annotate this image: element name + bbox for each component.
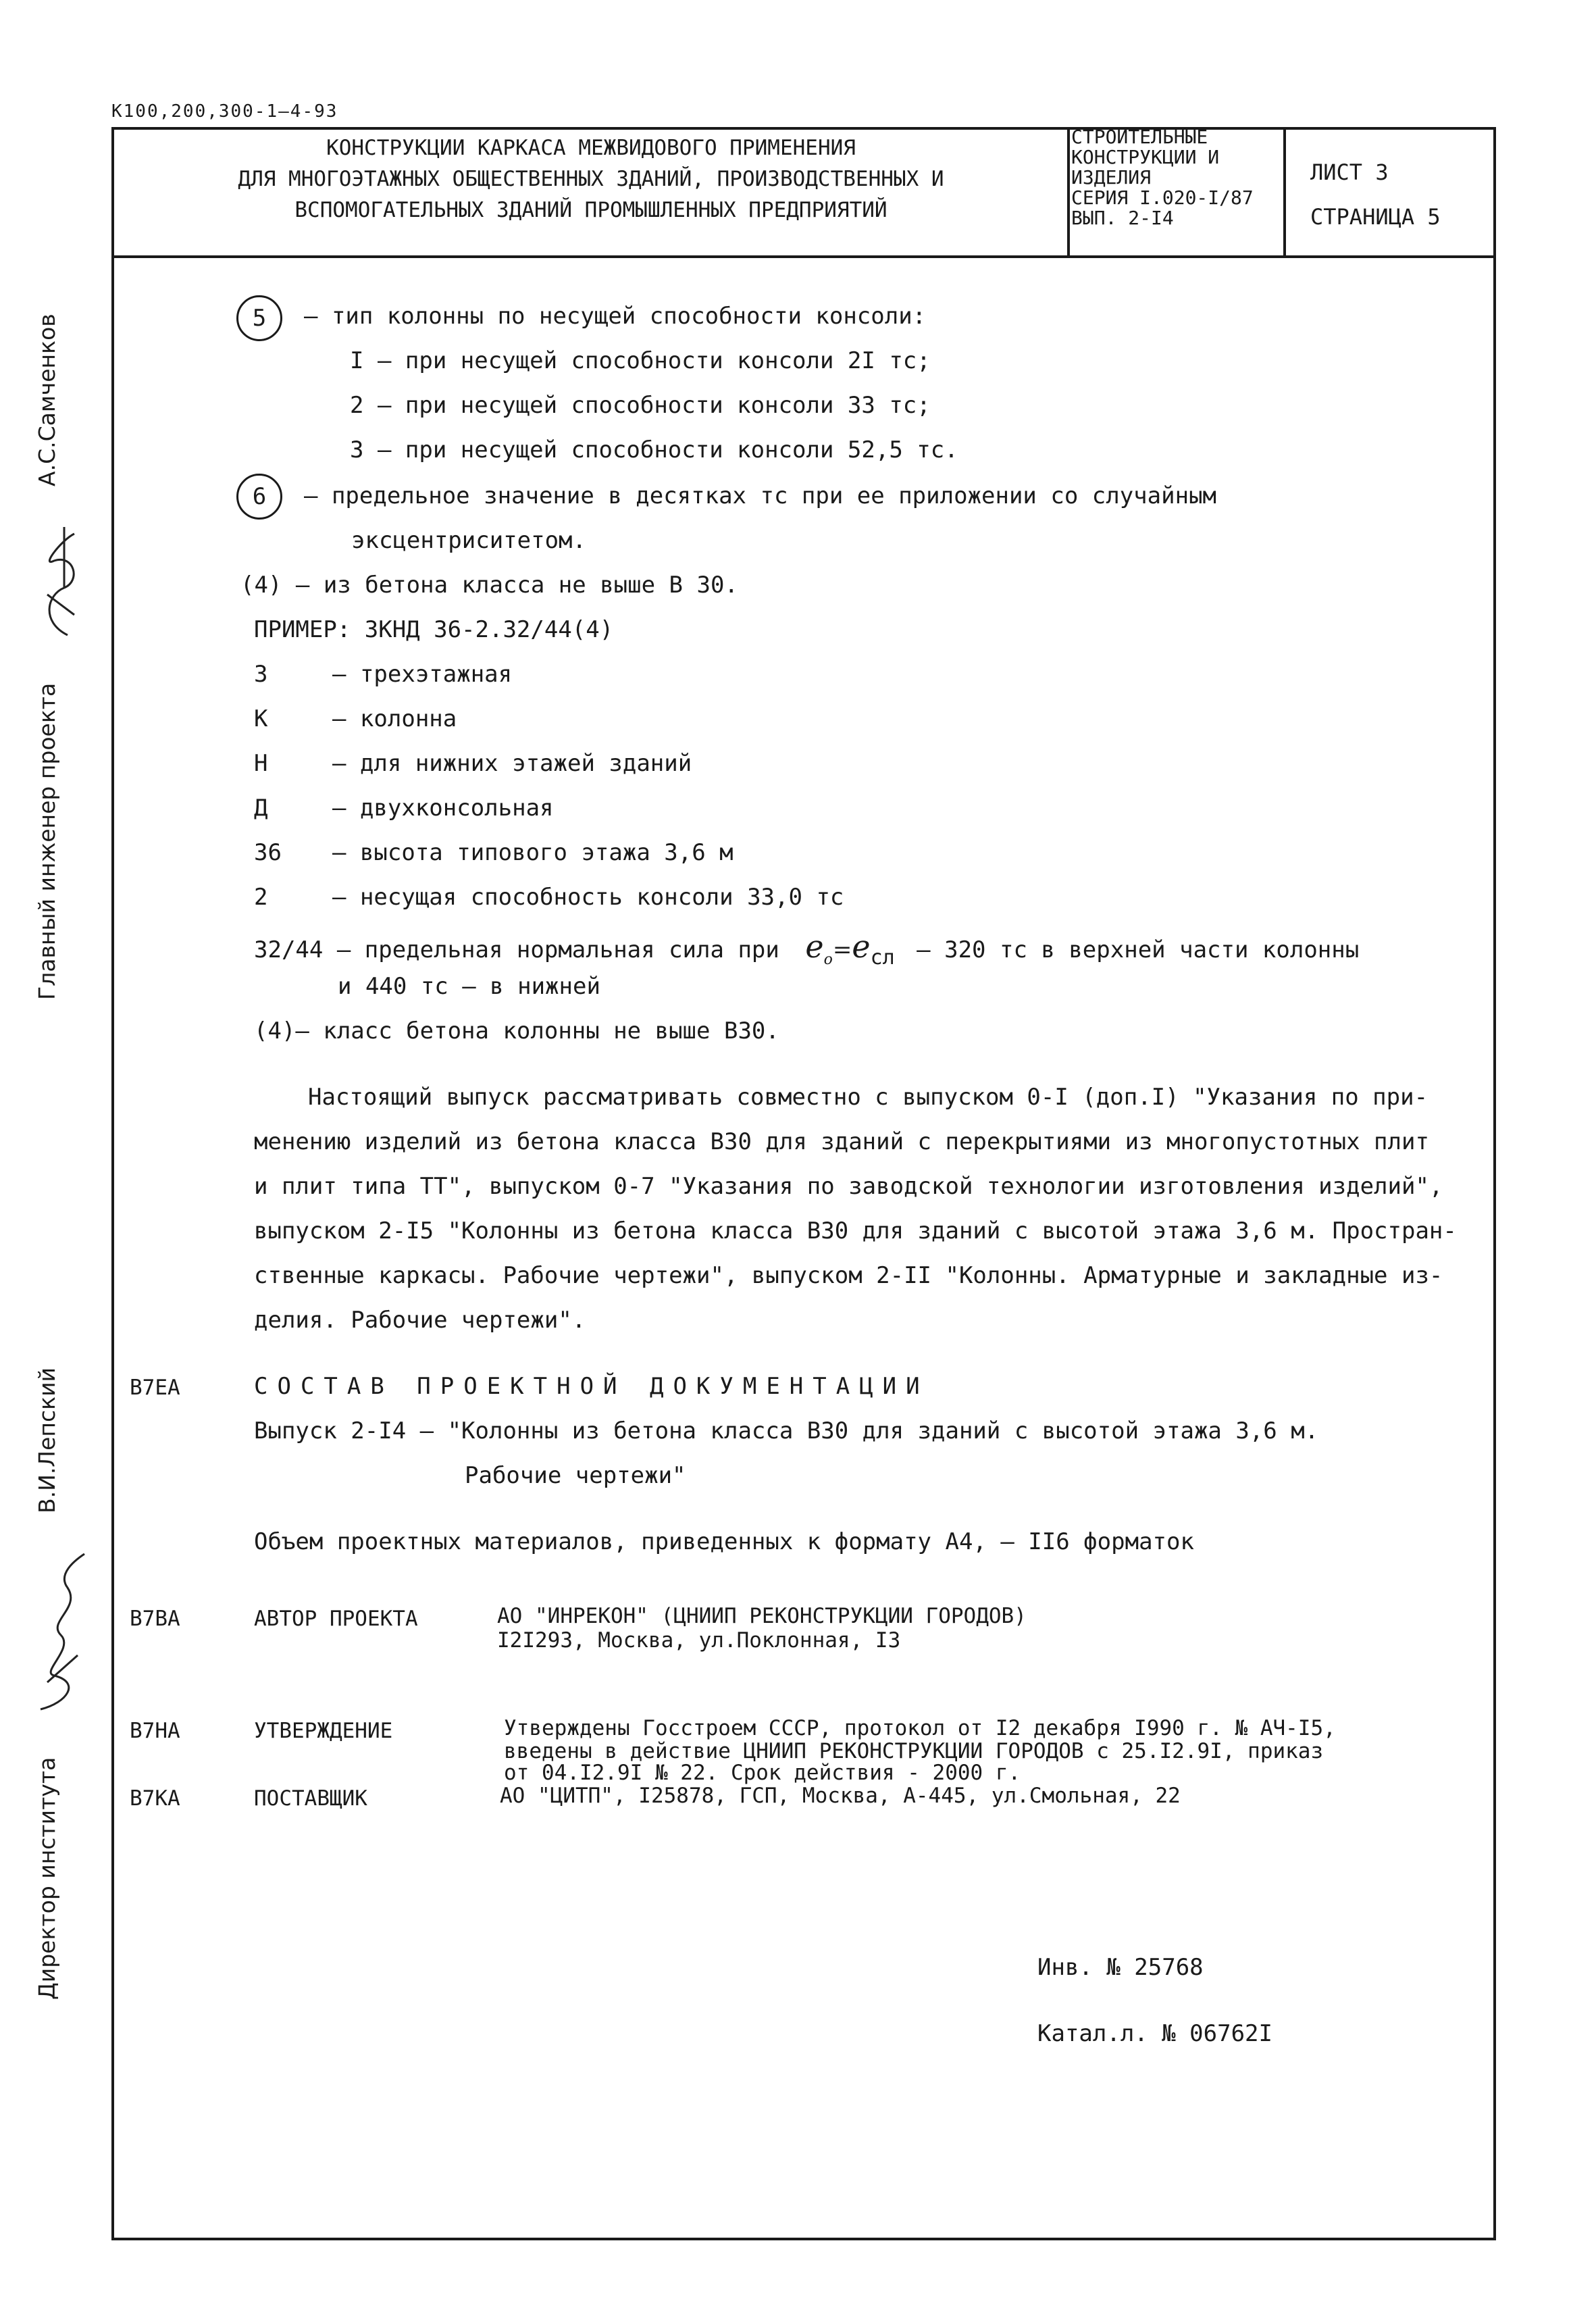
author-line: АО "ИНРЕКОН" (ЦНИИП РЕКОНСТРУКЦИИ ГОРОДОВ)	[497, 1604, 1027, 1628]
header-title-line: КОНСТРУКЦИИ КАРКАСА МЕЖВИДОВОГО ПРИМЕНЕНИЯ	[326, 136, 856, 160]
example-3244-text: 32/44 – предельная нормальная сила при	[254, 936, 779, 963]
header-series	[1071, 127, 1254, 228]
approval-line: Утверждены Госстроем СССР, протокол от I2 декабря I990 г. № АЧ-I5,	[504, 1716, 1336, 1740]
example-row-3244-cont: и 440 тс – в нижней	[338, 973, 600, 1000]
signature-chief-engineer	[27, 513, 88, 642]
example-row	[254, 661, 512, 688]
paragraph-line: менению изделий из бетона класса В30 для зданий с перекрытиями из многопустотных плит	[254, 1128, 1429, 1155]
example-row-3244	[254, 928, 1359, 970]
paragraph-line: делия. Рабочие чертежи".	[254, 1307, 586, 1334]
formula-sub0: o	[823, 951, 833, 969]
example-row	[254, 750, 692, 777]
supplier-label: ПОСТАВЩИК	[254, 1786, 367, 1811]
header-divider-1	[1067, 127, 1070, 257]
example-row	[254, 839, 733, 866]
formula-eq: =	[832, 936, 852, 963]
legend-sub-item: 3 – при несущей способности консоли 52,5 тс.	[350, 436, 958, 463]
example-text: – несущая способность консоли 33,0 тс	[332, 884, 844, 911]
paragraph-line: Настоящий выпуск рассматривать совместно с выпуском 0-I (доп.I) "Указания по при-	[308, 1084, 1428, 1111]
composition-volume: Объем проектных материалов, приведенных к формату А4, – II6 форматок	[254, 1528, 1194, 1555]
formula-e: e	[852, 928, 871, 965]
example-code: 3	[254, 661, 268, 688]
example-text: – высота типового этажа 3,6 м	[332, 839, 733, 866]
series-line: ИЗДЕЛИЯ	[1071, 166, 1152, 188]
composition-line: Рабочие чертежи"	[465, 1462, 686, 1489]
example-code: 2	[254, 884, 268, 911]
example-code: Д	[254, 795, 268, 822]
example-code: 36	[254, 839, 282, 866]
document-code: К100,200,300-1—4-93	[111, 101, 338, 122]
side-label-director: Директор института	[34, 1757, 60, 2000]
header-title-line: ДЛЯ МНОГОЭТАЖНЫХ ОБЩЕСТВЕННЫХ ЗДАНИЙ, ПРОИЗВОДСТВЕННЫХ И	[238, 167, 944, 191]
paragraph-line: ственные каркасы. Рабочие чертежи", выпуском 2-II "Колонны. Арматурные и закладные из-	[254, 1262, 1443, 1289]
inventory-number: Инв. № 25768	[1037, 1954, 1204, 1981]
signature-director	[27, 1547, 95, 1723]
example-text: – двухконсольная	[332, 795, 554, 822]
catalog-number: Катал.л. № 06762I	[1037, 2020, 1272, 2047]
author-label: АВТОР ПРОЕКТА	[254, 1607, 418, 1631]
example-text: – для нижних этажей зданий	[332, 750, 692, 777]
example-row	[254, 884, 844, 911]
paragraph-line: и плит типа ТТ", выпуском 0-7 "Указания по заводской технологии изготовления изделий",	[254, 1173, 1443, 1200]
approval-line: от 04.I2.9I № 22. Срок действия - 2000 г.	[504, 1761, 1021, 1785]
legend-sub-item: I – при несущей способности консоли 2I тс;	[350, 347, 931, 374]
header-title	[115, 132, 1067, 226]
author-line: I2I293, Москва, ул.Поклонная, I3	[497, 1628, 901, 1653]
legend-item-4: (4) – из бетона класса не выше В 30.	[240, 572, 738, 599]
formula	[805, 928, 895, 970]
legend-item-6: – предельное значение в десятках тс при ее приложении со случайным	[304, 482, 1217, 509]
example-text: – трехэтажная	[332, 661, 513, 688]
series-line: СТРОИТЕЛЬНЫЕ	[1071, 126, 1208, 148]
formula-e0: e	[805, 928, 824, 965]
example-row	[254, 705, 457, 732]
sheet-number: ЛИСТ 3	[1310, 159, 1389, 185]
author-code: В7ВА	[130, 1607, 180, 1631]
legend-sub-item: 2 – при несущей способности консоли 33 тс;	[350, 392, 931, 419]
example-row	[254, 795, 554, 822]
example-code: Н	[254, 750, 268, 777]
approval-code: В7НА	[130, 1719, 180, 1743]
example-text: – колонна	[332, 705, 457, 732]
composition-code: В7ЕА	[130, 1376, 180, 1400]
supplier-line: АО "ЦИТП", I25878, ГСП, Москва, А-445, ул.Смольная, 22	[500, 1784, 1181, 1808]
example-row-4: (4)– класс бетона колонны не выше В30.	[254, 1017, 779, 1045]
side-label-chief-engineer-name: А.С.Самченков	[34, 313, 60, 486]
legend-marker-6: 6	[236, 474, 282, 520]
series-line: КОНСТРУКЦИИ И	[1071, 146, 1220, 168]
example-title: ПРИМЕР: 3КНД 36-2.32/44(4)	[254, 616, 614, 643]
composition-line: Выпуск 2-I4 – "Колонны из бетона класса В30 для зданий с высотой этажа 3,6 м.	[254, 1417, 1319, 1444]
composition-title: СОСТАВ ПРОЕКТНОЙ ДОКУМЕНТАЦИИ	[254, 1373, 929, 1400]
side-label-director-name: В.И.Лепский	[34, 1367, 60, 1513]
legend-item-6-cont: эксцентриситетом.	[351, 527, 586, 554]
header-title-line: ВСПОМОГАТЕЛЬНЫХ ЗДАНИЙ ПРОМЫШЛЕННЫХ ПРЕДПРИЯТИЙ	[294, 198, 887, 222]
example-code: К	[254, 705, 268, 732]
header-bottom-rule	[111, 255, 1496, 258]
header-sheet-info	[1310, 150, 1441, 239]
example-3244-text-b: – 320 тс в верхней части колонны	[917, 936, 1360, 963]
paragraph-line: выпуском 2-I5 "Колонны из бетона класса В30 для зданий с высотой этажа 3,6 м. Простран-	[254, 1217, 1457, 1244]
legend-item-5: – тип колонны по несущей способности консоли:	[304, 303, 927, 330]
supplier-code: В7КА	[130, 1786, 180, 1811]
series-line: СЕРИЯ I.020-I/87	[1071, 186, 1254, 209]
header-divider-2	[1283, 127, 1286, 257]
page-number: СТРАНИЦА 5	[1310, 204, 1441, 230]
series-line: ВЫП. 2-I4	[1071, 207, 1174, 229]
formula-sub: сл	[870, 946, 895, 970]
approval-label: УТВЕРЖДЕНИЕ	[254, 1719, 393, 1743]
side-label-chief-engineer: Главный инженер проекта	[34, 682, 60, 1000]
legend-marker-5: 5	[236, 295, 282, 341]
approval-line: введены в действие ЦНИИП РЕКОНСТРУКЦИИ ГОРОДОВ с 25.I2.9I, приказ	[504, 1739, 1324, 1763]
